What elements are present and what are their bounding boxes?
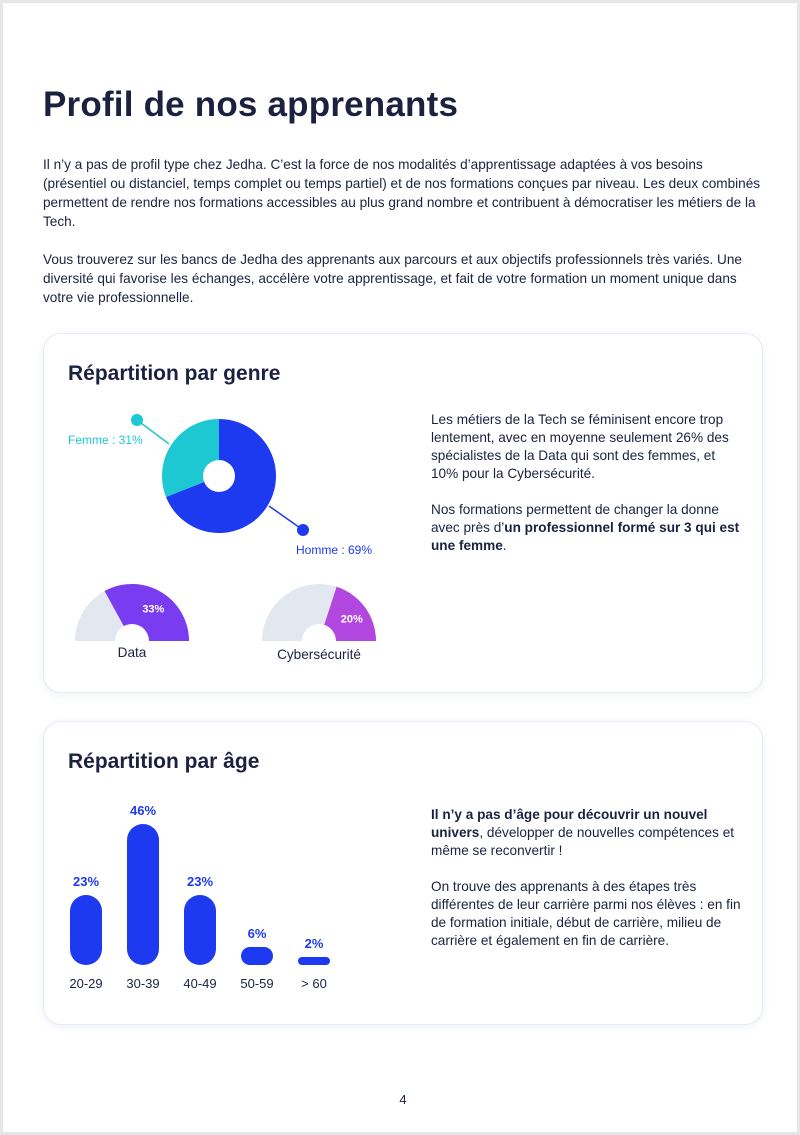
age-text-2: On trouve des apprenants à des étapes très différentes de leur carrière parmi nos élèves : en fin de formation initiale, début de carrière, milieu de carrière et également en fin de carrière.	[431, 879, 741, 948]
femme-leader-dot	[131, 414, 143, 426]
age-bar-value-2: 23%	[186, 873, 214, 889]
page-number: 4	[399, 1092, 407, 1107]
homme-label: Homme : 69%	[296, 543, 373, 557]
gauge-cyber-caption: Cybersécurité	[277, 647, 361, 662]
age-bar-4	[298, 957, 330, 965]
age-card-title: Répartition par âge	[68, 750, 260, 773]
age-bar-2	[184, 895, 216, 966]
gender-text	[431, 411, 741, 555]
age-text-1: Il n’y a pas d’âge pour découvrir un nouvel univers, développer de nouvelles compétences et même se reconvertir !	[431, 807, 735, 858]
gauge-data-value-label: 33%	[142, 603, 165, 616]
age-bar-0	[70, 895, 102, 966]
homme-leader-dot	[297, 524, 309, 536]
age-card	[43, 721, 763, 1025]
age-bar-category-0: 20-29	[69, 976, 103, 991]
donut-hole	[203, 460, 235, 492]
age-bar-3	[241, 947, 273, 965]
age-bar-value-0: 23%	[72, 873, 100, 889]
homme-leader-line	[269, 506, 303, 530]
gender-charts	[44, 334, 424, 694]
age-bar-chart	[44, 722, 424, 1026]
gauge-cyber-value-label: 20%	[340, 613, 363, 626]
intro-paragraph-1: Il n’y a pas de profil type chez Jedha. C’est la force de nos modalités d’apprentissage adaptées à vos besoins (présentiel ou distanciel, temps complet ou temps partiel) et de nos formations conçues par niveau. Les deux combinés permettent de rendre nos formations accessibles au plus grand nombre et contribuent à démocratiser les métiers de la Tech.	[43, 157, 761, 229]
gender-text-1: Les métiers de la Tech se féminisent encore trop lentement, avec en moyenne seulement 26% des spécialistes de la Data qui sont des femmes, et 10% pour la Cybersécurité.	[431, 412, 729, 481]
age-bar-category-1: 30-39	[126, 976, 160, 991]
age-bar-1	[127, 824, 159, 965]
gender-card	[43, 333, 763, 693]
age-bar-value-1: 46%	[129, 803, 157, 818]
age-text	[431, 806, 741, 950]
age-bar-category-3: 50-59	[240, 976, 274, 991]
gender-card-title: Répartition par genre	[68, 362, 281, 385]
gender-text-2: Nos formations permettent de changer la donne avec près d’un professionnel formé sur 3 qui est une femme.	[431, 502, 740, 553]
femme-label: Femme : 31%	[68, 433, 143, 447]
age-bar-category-2: 40-49	[183, 976, 217, 991]
gauge-data-caption: Data	[117, 645, 147, 660]
age-bar-category-4: > 60	[301, 976, 327, 991]
age-bar-value-3: 6%	[247, 925, 267, 941]
age-bar-value-4: 2%	[304, 936, 324, 951]
page-title: Profil de nos apprenants	[43, 85, 459, 124]
intro-paragraph-2: Vous trouverez sur les bancs de Jedha des apprenants aux parcours et aux objectifs professionnels très variés. Une diversité qui favorise les échanges, accélère votre apprentissage, et fait de votre formation un moment unique dans votre vie professionnelle.	[43, 252, 742, 305]
